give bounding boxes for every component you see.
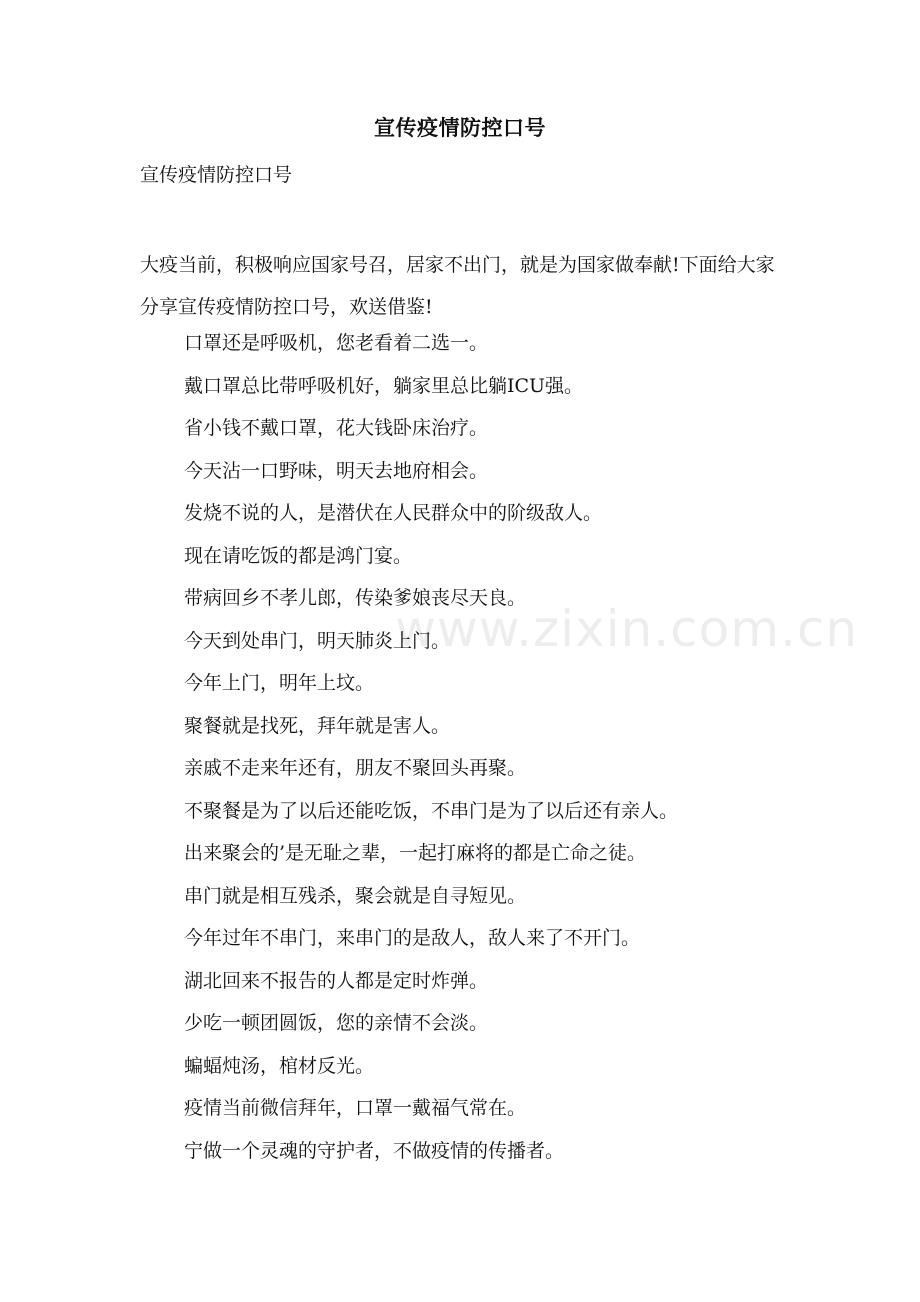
watermark: www.zixin.com.cn bbox=[395, 600, 859, 658]
document-subtitle: 宣传疫情防控口号 bbox=[140, 164, 293, 186]
slogan-item: 今年上门，明年上坟。 bbox=[184, 672, 375, 694]
slogan-item: 出来聚会的’是无耻之辈，一起打麻将的都是亡命之徒。 bbox=[184, 842, 647, 864]
slogan-item: 口罩还是呼吸机，您老看着二选一。 bbox=[184, 332, 489, 354]
slogan-item: 聚餐就是找死，拜年就是害人。 bbox=[184, 714, 451, 737]
slogan-item: 戴口罩总比带呼吸机好，躺家里总比躺ICU强。 bbox=[184, 374, 584, 397]
slogan-item: 不聚餐是为了以后还能吃饭，不串门是为了以后还有亲人。 bbox=[184, 799, 679, 822]
slogan-item: 发烧不说的人，是潜伏在人民群众中的阶级敌人。 bbox=[184, 502, 603, 524]
slogan-item: 少吃一顿团圆饭，您的亲情不会淡。 bbox=[184, 1012, 489, 1034]
slogan-item: 亲戚不走来年还有，朋友不聚回头再聚。 bbox=[184, 757, 527, 779]
slogan-item: 今年过年不串门，来串门的是敌人，敌人来了不开门。 bbox=[184, 927, 641, 949]
slogan-item: 疫情当前微信拜年，口罩一戴福气常在。 bbox=[184, 1097, 527, 1119]
slogan-item: 省小钱不戴口罩，花大钱卧床治疗。 bbox=[184, 417, 489, 439]
document-title: 宣传疫情防控口号 bbox=[374, 115, 546, 140]
slogan-item: 带病回乡不孝儿郎，传染爹娘丧尽天良。 bbox=[184, 587, 527, 609]
slogan-item: 宁做一个灵魂的守护者，不做疫情的传播者。 bbox=[184, 1139, 565, 1162]
slogan-item: 串门就是相互残杀，聚会就是自寻短见。 bbox=[184, 884, 527, 907]
slogan-item: 蝙蝠炖汤，棺材反光。 bbox=[184, 1054, 375, 1077]
slogan-list bbox=[184, 322, 678, 1172]
slogan-item: 今天到处串门，明天肺炎上门。 bbox=[184, 629, 451, 652]
intro-paragraph: 大疫当前，积极响应国家号召，居家不出门，就是为国家做奉献!下面给大家分享宣传疫情防控口号，欢送借鉴! bbox=[140, 254, 775, 318]
slogan-item: 现在请吃饭的都是鸿门宴。 bbox=[184, 544, 413, 567]
slogan-item: 今天沾一口野味，明天去地府相会。 bbox=[184, 459, 489, 482]
slogan-item: 湖北回来不报告的人都是定时炸弹。 bbox=[184, 969, 489, 992]
